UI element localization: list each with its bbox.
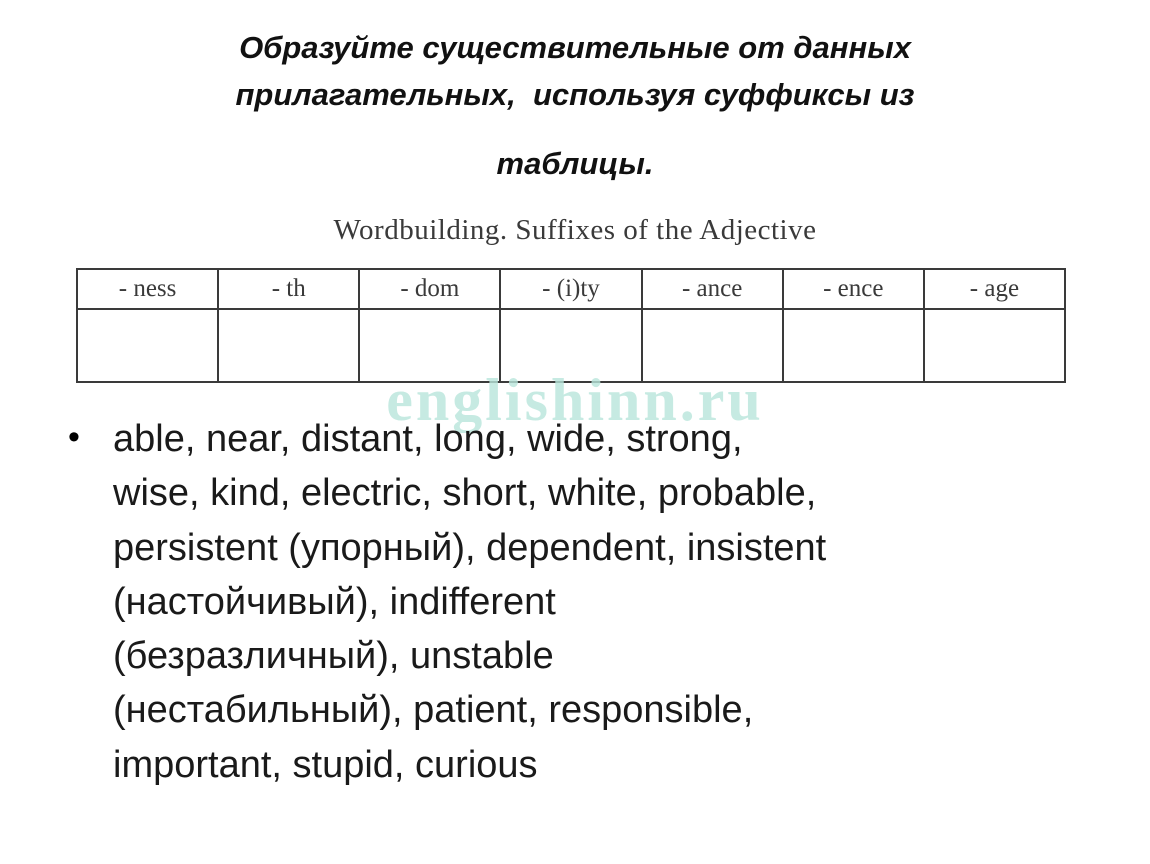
word-list-line: wise, kind, electric, short, white, probable, [113, 472, 817, 515]
word-list-line: (нестабильный), patient, responsible, [113, 689, 754, 732]
task-title-line-2: прилагательных, используя суффиксы из [235, 77, 915, 112]
word-list-line: persistent (упорный), dependent, insistent [113, 526, 827, 569]
suffix-cell-ance: - ance [642, 269, 783, 309]
bullet-icon: • [68, 418, 80, 456]
word-list-line: (настойчивый), indifferent [113, 580, 556, 623]
task-title-line-1: Образуйте существительные от данных [239, 30, 911, 65]
table-heading: Wordbuilding. Suffixes of the Adjective [333, 214, 817, 246]
word-list [113, 412, 1123, 792]
suffix-header-row [77, 269, 1065, 309]
word-list-line: able, near, distant, long, wide, strong, [113, 418, 743, 460]
task-title-line-3: таблицы. [496, 146, 654, 181]
word-list-line: important, stupid, curious [113, 743, 538, 786]
suffix-cell-ness: - ness [77, 269, 218, 309]
word-list-line: (безразличный), unstable [113, 635, 554, 678]
suffix-cell-age: - age [924, 269, 1065, 309]
suffix-cell-dom: - dom [359, 269, 500, 309]
suffix-cell-th: - th [218, 269, 359, 309]
suffix-cell-ence: - ence [783, 269, 924, 309]
suffix-cell-ity: - (i)ty [500, 269, 641, 309]
watermark: englishinn.ru [386, 367, 764, 433]
